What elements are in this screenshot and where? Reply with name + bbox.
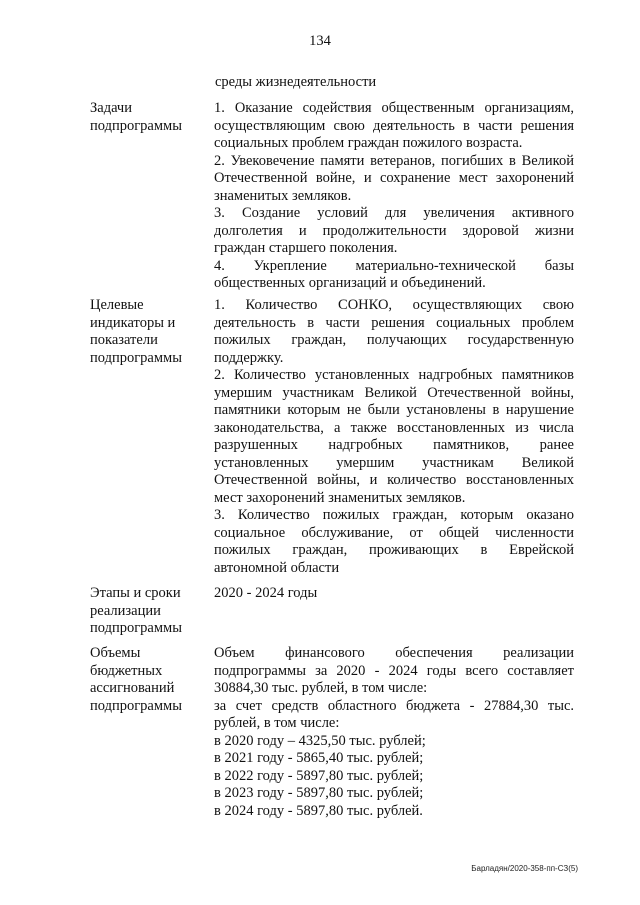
- page-number: 134: [309, 33, 331, 49]
- row-content-funding: [214, 645, 574, 820]
- row-content-tasks: [214, 100, 574, 293]
- funding-year-2023: в 2023 году - 5897,80 тыс. рублей;: [214, 785, 424, 801]
- funding-year-2020: в 2020 году – 4325,50 тыс. рублей;: [214, 732, 426, 749]
- document-footer-id: Барладян/2020-358-пп-СЗ(5): [471, 864, 578, 873]
- indicator-item-2: 2. Количество установленных надгробных памятников умершим участникам Великой Отечественной войны, памятники которым не были установлены в нарушение законодательства, а также восстановленных из числа разрушенных надгробных памятников, ранее установленных умершим участникам Великой Отечественной войны, и количество восстановленных мест захоронений знаменитых земляков.: [214, 367, 574, 506]
- row-label-tasks: Задачи подпрограммы: [90, 100, 182, 134]
- funding-year-2024: в 2024 году - 5897,80 тыс. рублей.: [214, 802, 423, 819]
- indicator-item-1: 1. Количество СОНКО, осуществляющих свою деятельность в части решения социальных проблем пожилых граждан, получающих государственную поддержку.: [214, 297, 574, 366]
- row-label-stages: Этапы и сроки реализации подпрограммы: [90, 585, 182, 636]
- task-item-2: 2. Увековечение памяти ветеранов, погибших в Великой Отечественной войне, и сохранение мест захоронений знаменитых земляков.: [214, 152, 574, 204]
- lead-line: среды жизнедеятельности: [215, 74, 377, 90]
- stages-period: 2020 - 2024 годы: [214, 585, 318, 601]
- row-content-indicators: [214, 297, 574, 577]
- funding-year-2022: в 2022 году - 5897,80 тыс. рублей;: [214, 767, 424, 784]
- indicator-item-3: 3. Количество пожилых граждан, которым оказано социальное обслуживание, от общей численности пожилых граждан, проживающих в Еврейской автономной области: [214, 507, 574, 576]
- task-item-1: 1. Оказание содействия общественным организациям, осуществляющим свою деятельность в части решения социальных проблем граждан пожилого возраста.: [214, 100, 574, 151]
- row-content-stages: [214, 585, 574, 603]
- funding-year-2021: в 2021 году - 5865,40 тыс. рублей;: [214, 750, 424, 766]
- task-item-4: 4. Укрепление материально-технической базы общественных организаций и объединений.: [214, 257, 574, 291]
- task-item-3: 3. Создание условий для увеличения активного долголетия и продолжительности здоровой жизни граждан старшего поколения.: [214, 205, 574, 256]
- funding-total: Объем финансового обеспечения реализации подпрограммы за 2020 - 2024 годы всего составляет 30884,30 тыс. рублей, в том числе:: [214, 645, 574, 696]
- row-label-funding: Объемы бюджетных ассигнований подпрограммы: [90, 645, 182, 714]
- row-label-indicators: Целевые индикаторы и показатели подпрограммы: [90, 297, 182, 366]
- funding-regional-budget: за счет средств областного бюджета - 27884,30 тыс. рублей, в том числе:: [214, 697, 574, 731]
